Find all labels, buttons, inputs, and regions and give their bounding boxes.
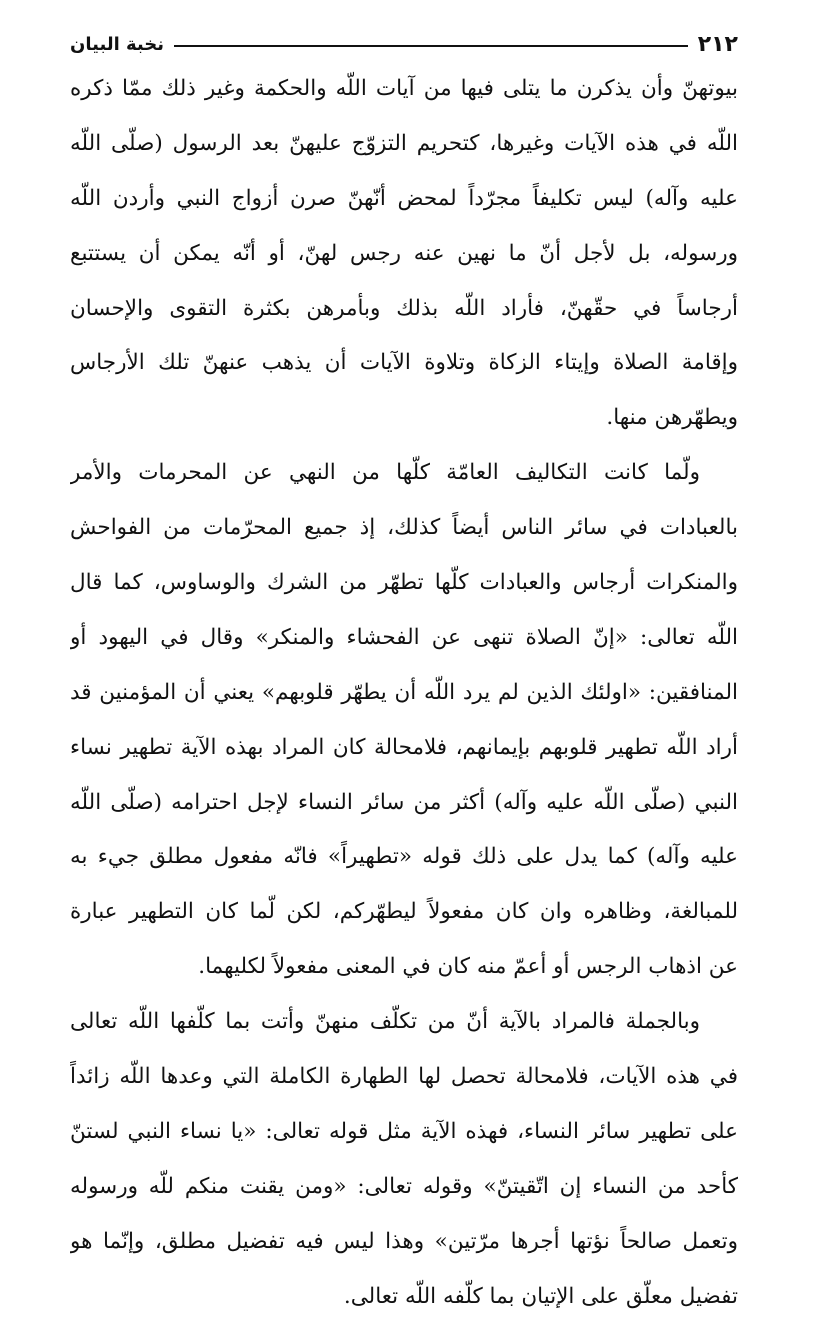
text-line: اللّه في هذه الآيات وغيرها، كتحريم التزوّج عليهنّ بعد الرسول (صلّى اللّه xyxy=(70,130,738,156)
text-line: على تطهير سائر النساء، فهذه الآية مثل قوله تعالى: «يا نساء النبي لستنّ xyxy=(70,1118,738,1144)
text-line: ورسوله، بل لأجل أنّ ما نهين عنه رجس لهنّ، أو أنّه يمكن أن يستتبع xyxy=(70,240,738,266)
text-line: بيوتهنّ وأن يذكرن ما يتلى فيها من آيات اللّه والحكمة وغير ذلك ممّا ذكره xyxy=(70,76,738,101)
text-line: وبالجملة فالمراد بالآية أنّ من تكلّف منهنّ وأتت بما كلّفها اللّه تعالى xyxy=(70,1009,700,1035)
text-line: للمبالغة، وظاهره وان كان مفعولاً ليطهّركم، لكن لّما كان التطهير عبارة xyxy=(70,899,738,925)
text-line: عليه وآله) ليس تكليفاً مجرّداً لمحض أنّهنّ صرن أزواج النبي وأردن اللّه xyxy=(70,185,738,211)
text-line: النبي (صلّى اللّه عليه وآله) أكثر من سائر النساء لإجل احترامه (صلّى اللّه xyxy=(70,789,738,815)
book-title: نخبة البيان xyxy=(70,33,165,55)
text-line: عليه وآله) كما يدل على ذلك قوله «تطهيراً» فانّه مفعول مطلق جيء به xyxy=(70,844,738,870)
text-line: بالعبادات في سائر الناس أيضاً كذلك، إذ جميع المحرّمات من الفواحش xyxy=(70,515,738,541)
text-line: تفضيل معلّق على الإتيان بما كلّفه اللّه تعالى. xyxy=(343,1283,738,1309)
text-line: عن اذهاب الرجس أو أعمّ منه كان في المعنى مفعولاً لكليهما. xyxy=(198,954,738,980)
page-number: ٢١٢ xyxy=(697,31,738,57)
text-line: وإقامة الصلاة وإيتاء الزكاة وتلاوة الآيات أن يذهب عنهنّ تلك الأرجاس xyxy=(70,350,738,376)
body-text xyxy=(70,62,738,1324)
page-header xyxy=(70,30,738,58)
text-line: وتعمل صالحاً نؤتها أجرها مرّتين» وهذا ليس فيه تفضيل مطلق، وإنّما هو xyxy=(70,1228,738,1254)
text-line: والمنكرات أرجاس والعبادات كلّها تطهّر من الشرك والوساوس، كما قال xyxy=(70,570,738,596)
text-line: أراد اللّه تطهير قلوبهم بإيمانهم، فلامحالة كان المراد بهذه الآية تطهير نساء xyxy=(70,734,738,760)
text-line: اللّه تعالى: «إنّ الصلاة تنهى عن الفحشاء والمنكر» وقال في اليهود أو xyxy=(70,624,738,650)
text-line: في هذه الآيات، فلامحالة تحصل لها الطهارة الكاملة التي وعدها اللّه زائداً xyxy=(70,1064,738,1090)
text-line: ولّما كانت التكاليف العامّة كلّها من النهي عن المحرمات والأمر xyxy=(70,460,700,486)
text-line: أرجاساً في حقّهنّ، فأراد اللّه بذلك وبأمرهن بكثرة التقوى والإحسان xyxy=(70,295,738,321)
text-line: كأحد من النساء إن اتّقيتنّ» وقوله تعالى: «ومن يقنت منكم للّه ورسوله xyxy=(70,1173,738,1199)
text-line: ويطهّرهن منها. xyxy=(606,405,738,431)
header-rule xyxy=(174,45,688,47)
text-line: المنافقين: «اولئك الذين لم يرد اللّه أن يطهّر قلوبهم» يعني أن المؤمنين قد xyxy=(70,679,738,705)
